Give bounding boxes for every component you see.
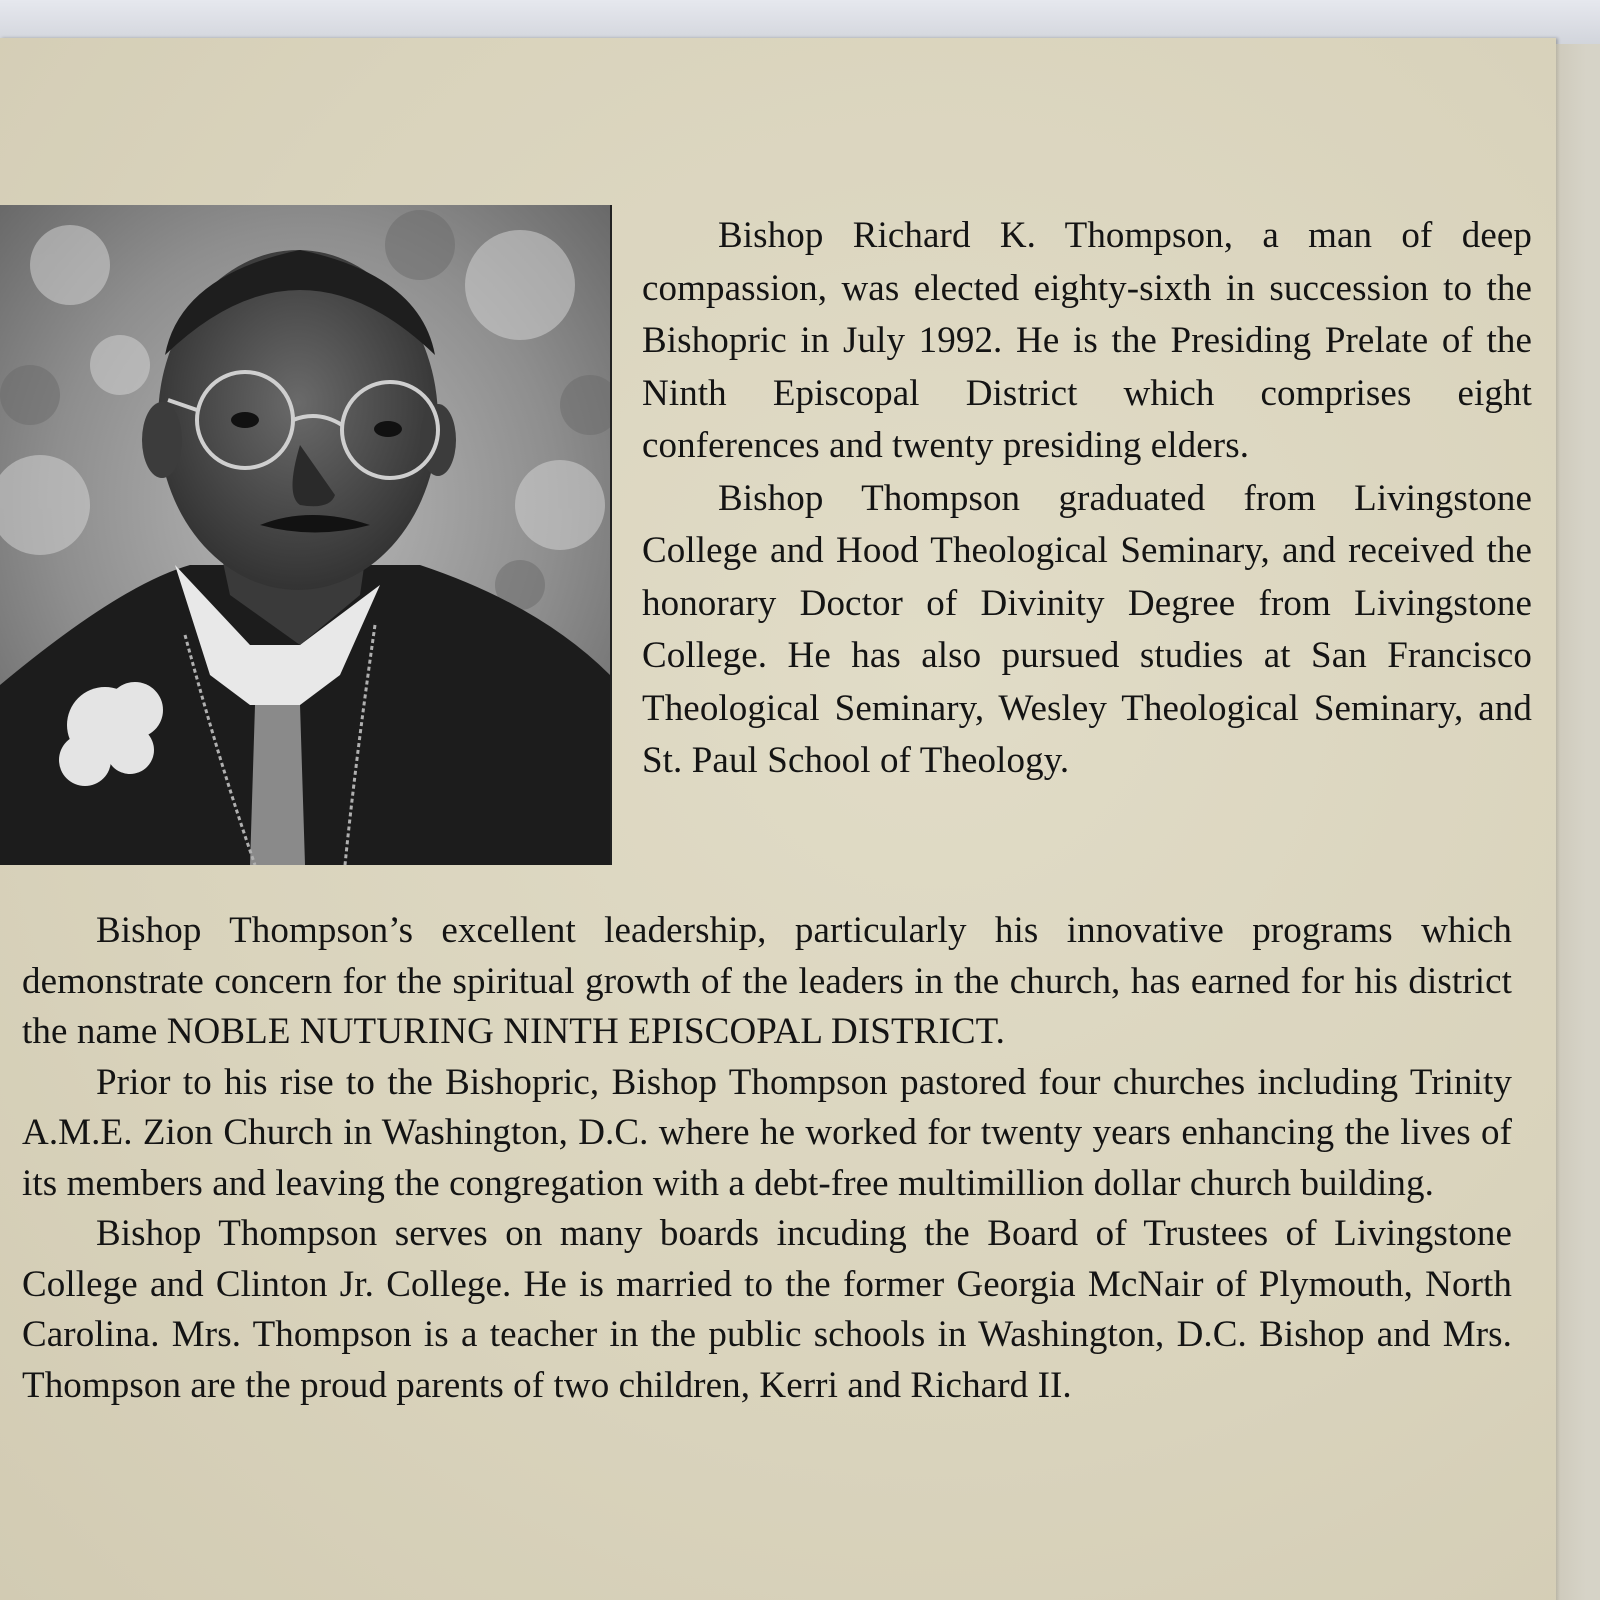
portrait-photo (0, 205, 612, 865)
bio-paragraph: Prior to his rise to the Bishopric, Bishop Thompson pastored four churches including Trinity A.M.E. Zion Church in Washington, D.C. where he worked for twenty years enhancing the lives of its members and leaving the congregation with a debt-free multimillion dollar church building. (22, 1061, 1512, 1204)
bio-column-right (642, 210, 1532, 788)
bio-column-full (22, 906, 1512, 1411)
portrait-image (0, 205, 610, 865)
bio-paragraph: Bishop Thompson serves on many boards incuding the Board of Trustees of Livingstone College and Clinton Jr. College. He is married to the former Georgia McNair of Plymouth, North Carolina. Mrs. Thompson is a teacher in the public schools in Washington, D.C. Bishop and Mrs. Thompson are the proud parents of two children, Kerri and Richard II. (22, 1213, 1512, 1406)
bio-paragraph: Bishop Thompson graduated from Livingstone College and Hood Theological Seminary, and received the honorary Doctor of Divinity Degree from Livingstone College. He has also pursued studies at San Francisco Theological Seminary, Wesley Theological Seminary, and St. Paul School of Theology. (642, 477, 1532, 781)
bio-paragraph: Bishop Thompson’s excellent leadership, particularly his innovative programs which demonstrate concern for the spiritual growth of the leaders in the church, has earned for his district the name NOBLE NUTURING NINTH EPISCOPAL DISTRICT. (22, 910, 1512, 1052)
bio-paragraph: Bishop Richard K. Thompson, a man of deep compassion, was elected eighty-sixth in succession to the Bishopric in July 1992. He is the Presiding Prelate of the Ninth Episcopal District which comprises eight conferences and twenty presiding elders. (642, 215, 1532, 466)
page-edge (1556, 44, 1600, 1600)
